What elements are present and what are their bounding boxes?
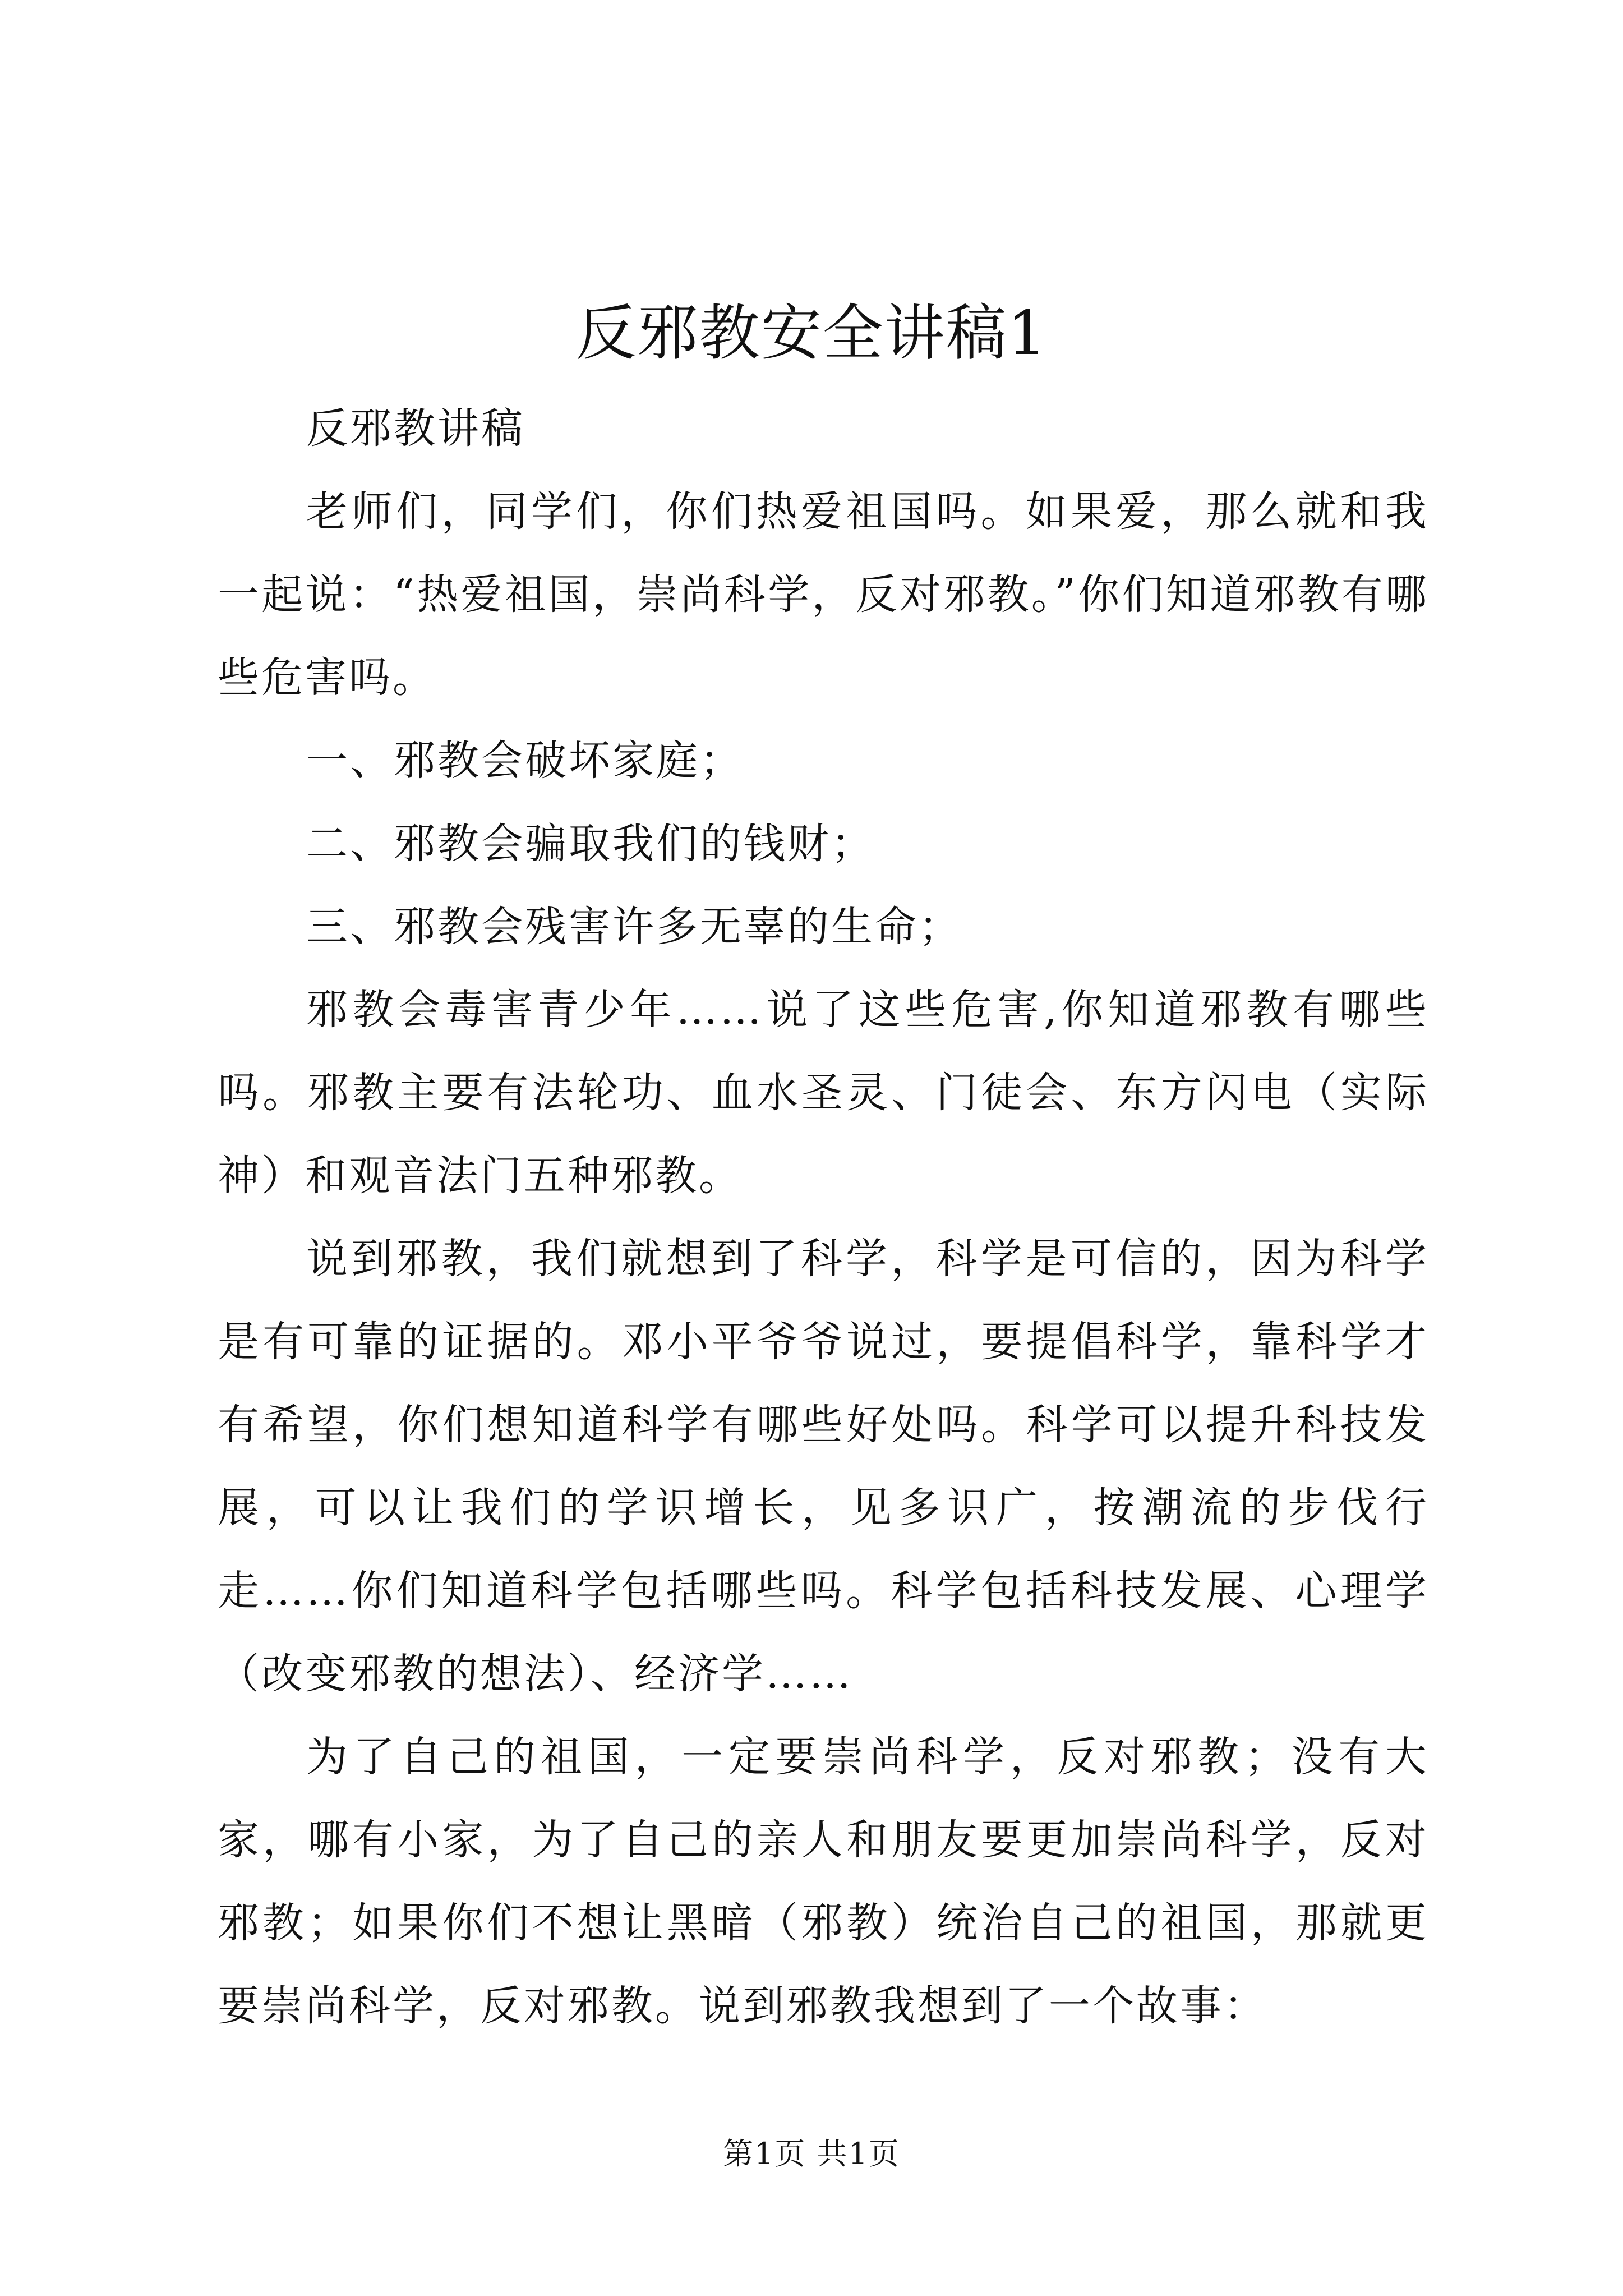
paragraph-list-item-1: 一、邪教会破坏家庭； xyxy=(306,737,744,785)
paragraph-cult-types: 邪教会毒害青少年……说了这些危害,你知道邪教有哪些吗。邪教主要有法轮功、血水圣灵、门徒会、东方闪电（实际神）和观音法门五种邪教。 xyxy=(218,986,1429,1200)
paragraph-conclusion: 为了自己的祖国，一定要崇尚科学，反对邪教；没有大家，哪有小家，为了自己的亲人和朋友要更加崇尚科学，反对邪教；如果你们不想让黑暗（邪教）统治自己的祖国，那就更要崇尚科学，反对邪教。说到邪教我想到了一个故事： xyxy=(218,1733,1429,2030)
paragraph-heading: 反邪教讲稿 xyxy=(306,404,525,453)
paragraph-list-item-3: 三、邪教会残害许多无辜的生命； xyxy=(306,903,962,951)
page-footer: 第1页 共1页 xyxy=(723,2136,900,2171)
paragraph-science: 说到邪教，我们就想到了科学，科学是可信的，因为科学是有可靠的证据的。邓小平爷爷说过，要提倡科学，靠科学才有希望，你们想知道科学有哪些好处吗。科学可以提升科技发展，可以让我们的学识增长，见多识广，按潮流的步伐行走……你们知道科学包括哪些吗。科学包括科技发展、心理学（改变邪教的想法）、经济学…… xyxy=(218,1235,1429,1698)
paragraph-list-item-2: 二、邪教会骗取我们的钱财； xyxy=(306,820,875,868)
paragraph-intro: 老师们，同学们，你们热爱祖国吗。如果爱，那么就和我一起说：“热爱祖国，崇尚科学，反对邪教。”你们知道邪教有哪些危害吗。 xyxy=(218,487,1429,702)
document-title: 反邪教安全讲稿1 xyxy=(575,298,1048,369)
document-body xyxy=(218,387,1429,2047)
